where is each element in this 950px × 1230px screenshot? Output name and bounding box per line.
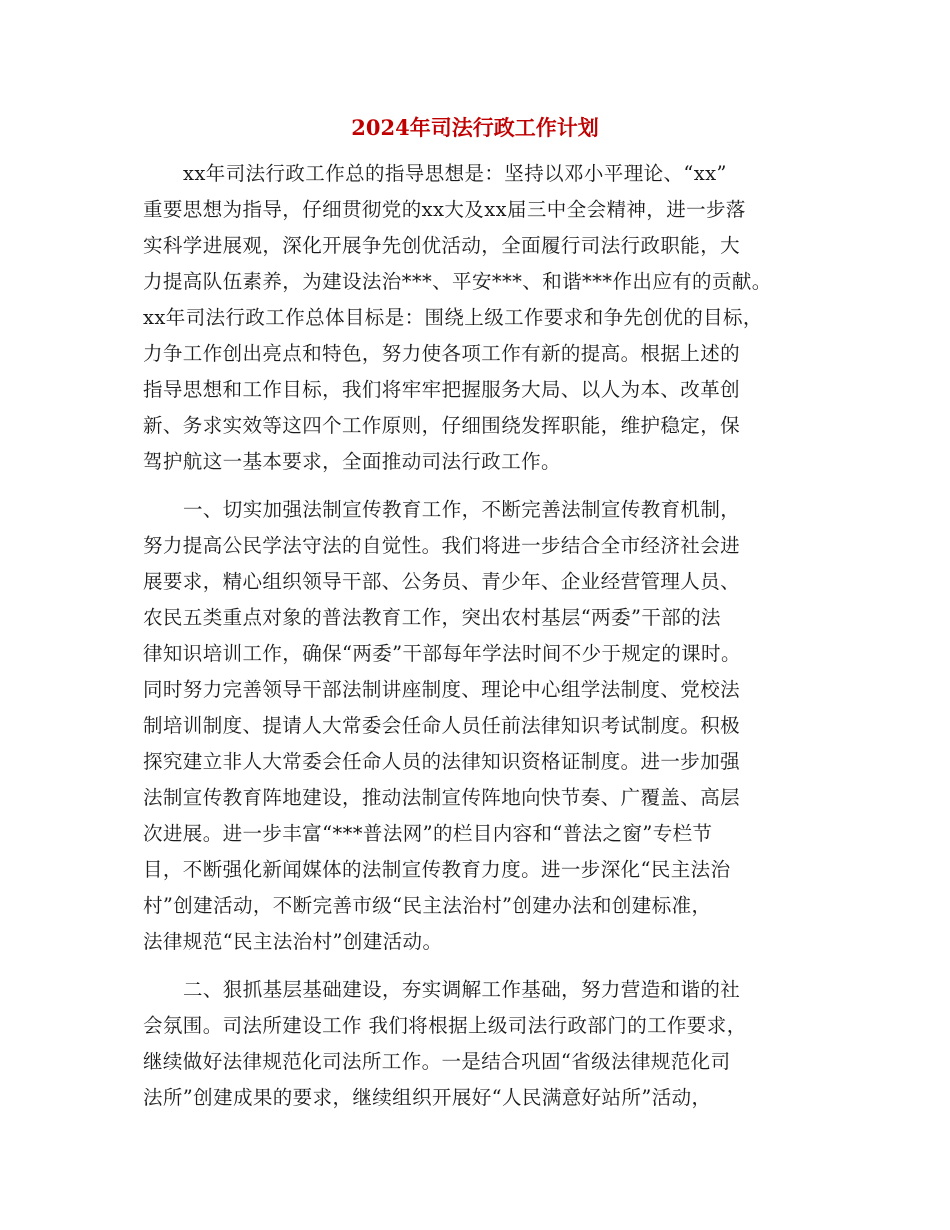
paragraph-line: 继续做好法律规范化司法所工作。一是结合巩固“省级法律规范化司 bbox=[143, 1050, 731, 1073]
paragraph-line: 探究建立非人大常委会任命人员的法律知识资格证制度。进一步加强 bbox=[143, 750, 741, 773]
paragraph-line: 二、狠抓基层基础建设，夯实调解工作基础，努力营造和谐的社 bbox=[183, 978, 741, 1001]
paragraph-line: 实科学进展观，深化开展争先创优活动，全面履行司法行政职能，大 bbox=[143, 234, 741, 257]
paragraph-line: 村”创建活动，不断完善市级“民主法治村”创建办法和创建标准， bbox=[143, 894, 712, 917]
paragraph-line: 努力提高公民学法守法的自觉性。我们将进一步结合全市经济社会进 bbox=[143, 534, 741, 557]
paragraph-line: 法所”创建成果的要求，继续组织开展好“人民满意好站所”活动， bbox=[143, 1086, 712, 1109]
paragraph-line: 驾护航这一基本要求，全面推动司法行政工作。 bbox=[143, 450, 561, 473]
paragraph-line: 法制宣传教育阵地建设，推动法制宣传阵地向快节奏、广覆盖、高层 bbox=[143, 786, 741, 809]
paragraph-line: 农民五类重点对象的普法教育工作，突出农村基层“两委”干部的法 bbox=[143, 606, 721, 629]
paragraph-line: xx年司法行政工作总体目标是：围绕上级工作要求和争先创优的目标， bbox=[143, 306, 763, 329]
paragraph-line: 新、务求实效等这四个工作原则，仔细围绕发挥职能，维护稳定，保 bbox=[143, 414, 741, 437]
paragraph-line: 法律规范“民主法治村”创建活动。 bbox=[143, 930, 443, 953]
paragraph-line: 次进展。进一步丰富“***普法网”的栏目内容和“普法之窗”专栏节 bbox=[143, 822, 713, 845]
paragraph-line: 目，不断强化新闻媒体的法制宣传教育力度。进一步深化“民主法治 bbox=[143, 858, 731, 881]
paragraph-line: 一、切实加强法制宣传教育工作，不断完善法制宣传教育机制， bbox=[183, 498, 741, 521]
paragraph-line: 重要思想为指导，仔细贯彻党的xx大及xx届三中全会精神，进一步落 bbox=[143, 198, 746, 221]
document-title: 2024年司法行政工作计划 bbox=[351, 115, 599, 140]
paragraph-line: xx年司法行政工作总的指导思想是：坚持以邓小平理论、“xx” bbox=[183, 162, 727, 185]
paragraph-line: 同时努力完善领导干部法制讲座制度、理论中心组学法制度、党校法 bbox=[143, 678, 741, 701]
paragraph-line: 展要求，精心组织领导干部、公务员、青少年、企业经营管理人员、 bbox=[143, 570, 741, 593]
paragraph-line: 会氛围。司法所建设工作 我们将根据上级司法行政部门的工作要求， bbox=[143, 1014, 747, 1037]
paragraph-line: 律知识培训工作，确保“两委”干部每年学法时间不少于规定的课时。 bbox=[143, 642, 741, 665]
paragraph-line: 力争工作创出亮点和特色，努力使各项工作有新的提高。根据上述的 bbox=[143, 342, 741, 365]
paragraph-line: 指导思想和工作目标，我们将牢牢把握服务大局、以人为本、改革创 bbox=[143, 378, 741, 401]
paragraph-line: 力提高队伍素养，为建设法治***、平安***、和谐***作出应有的贡献。 bbox=[143, 270, 772, 293]
paragraph-line: 制培训制度、提请人大常委会任命人员任前法律知识考试制度。积极 bbox=[143, 714, 741, 737]
